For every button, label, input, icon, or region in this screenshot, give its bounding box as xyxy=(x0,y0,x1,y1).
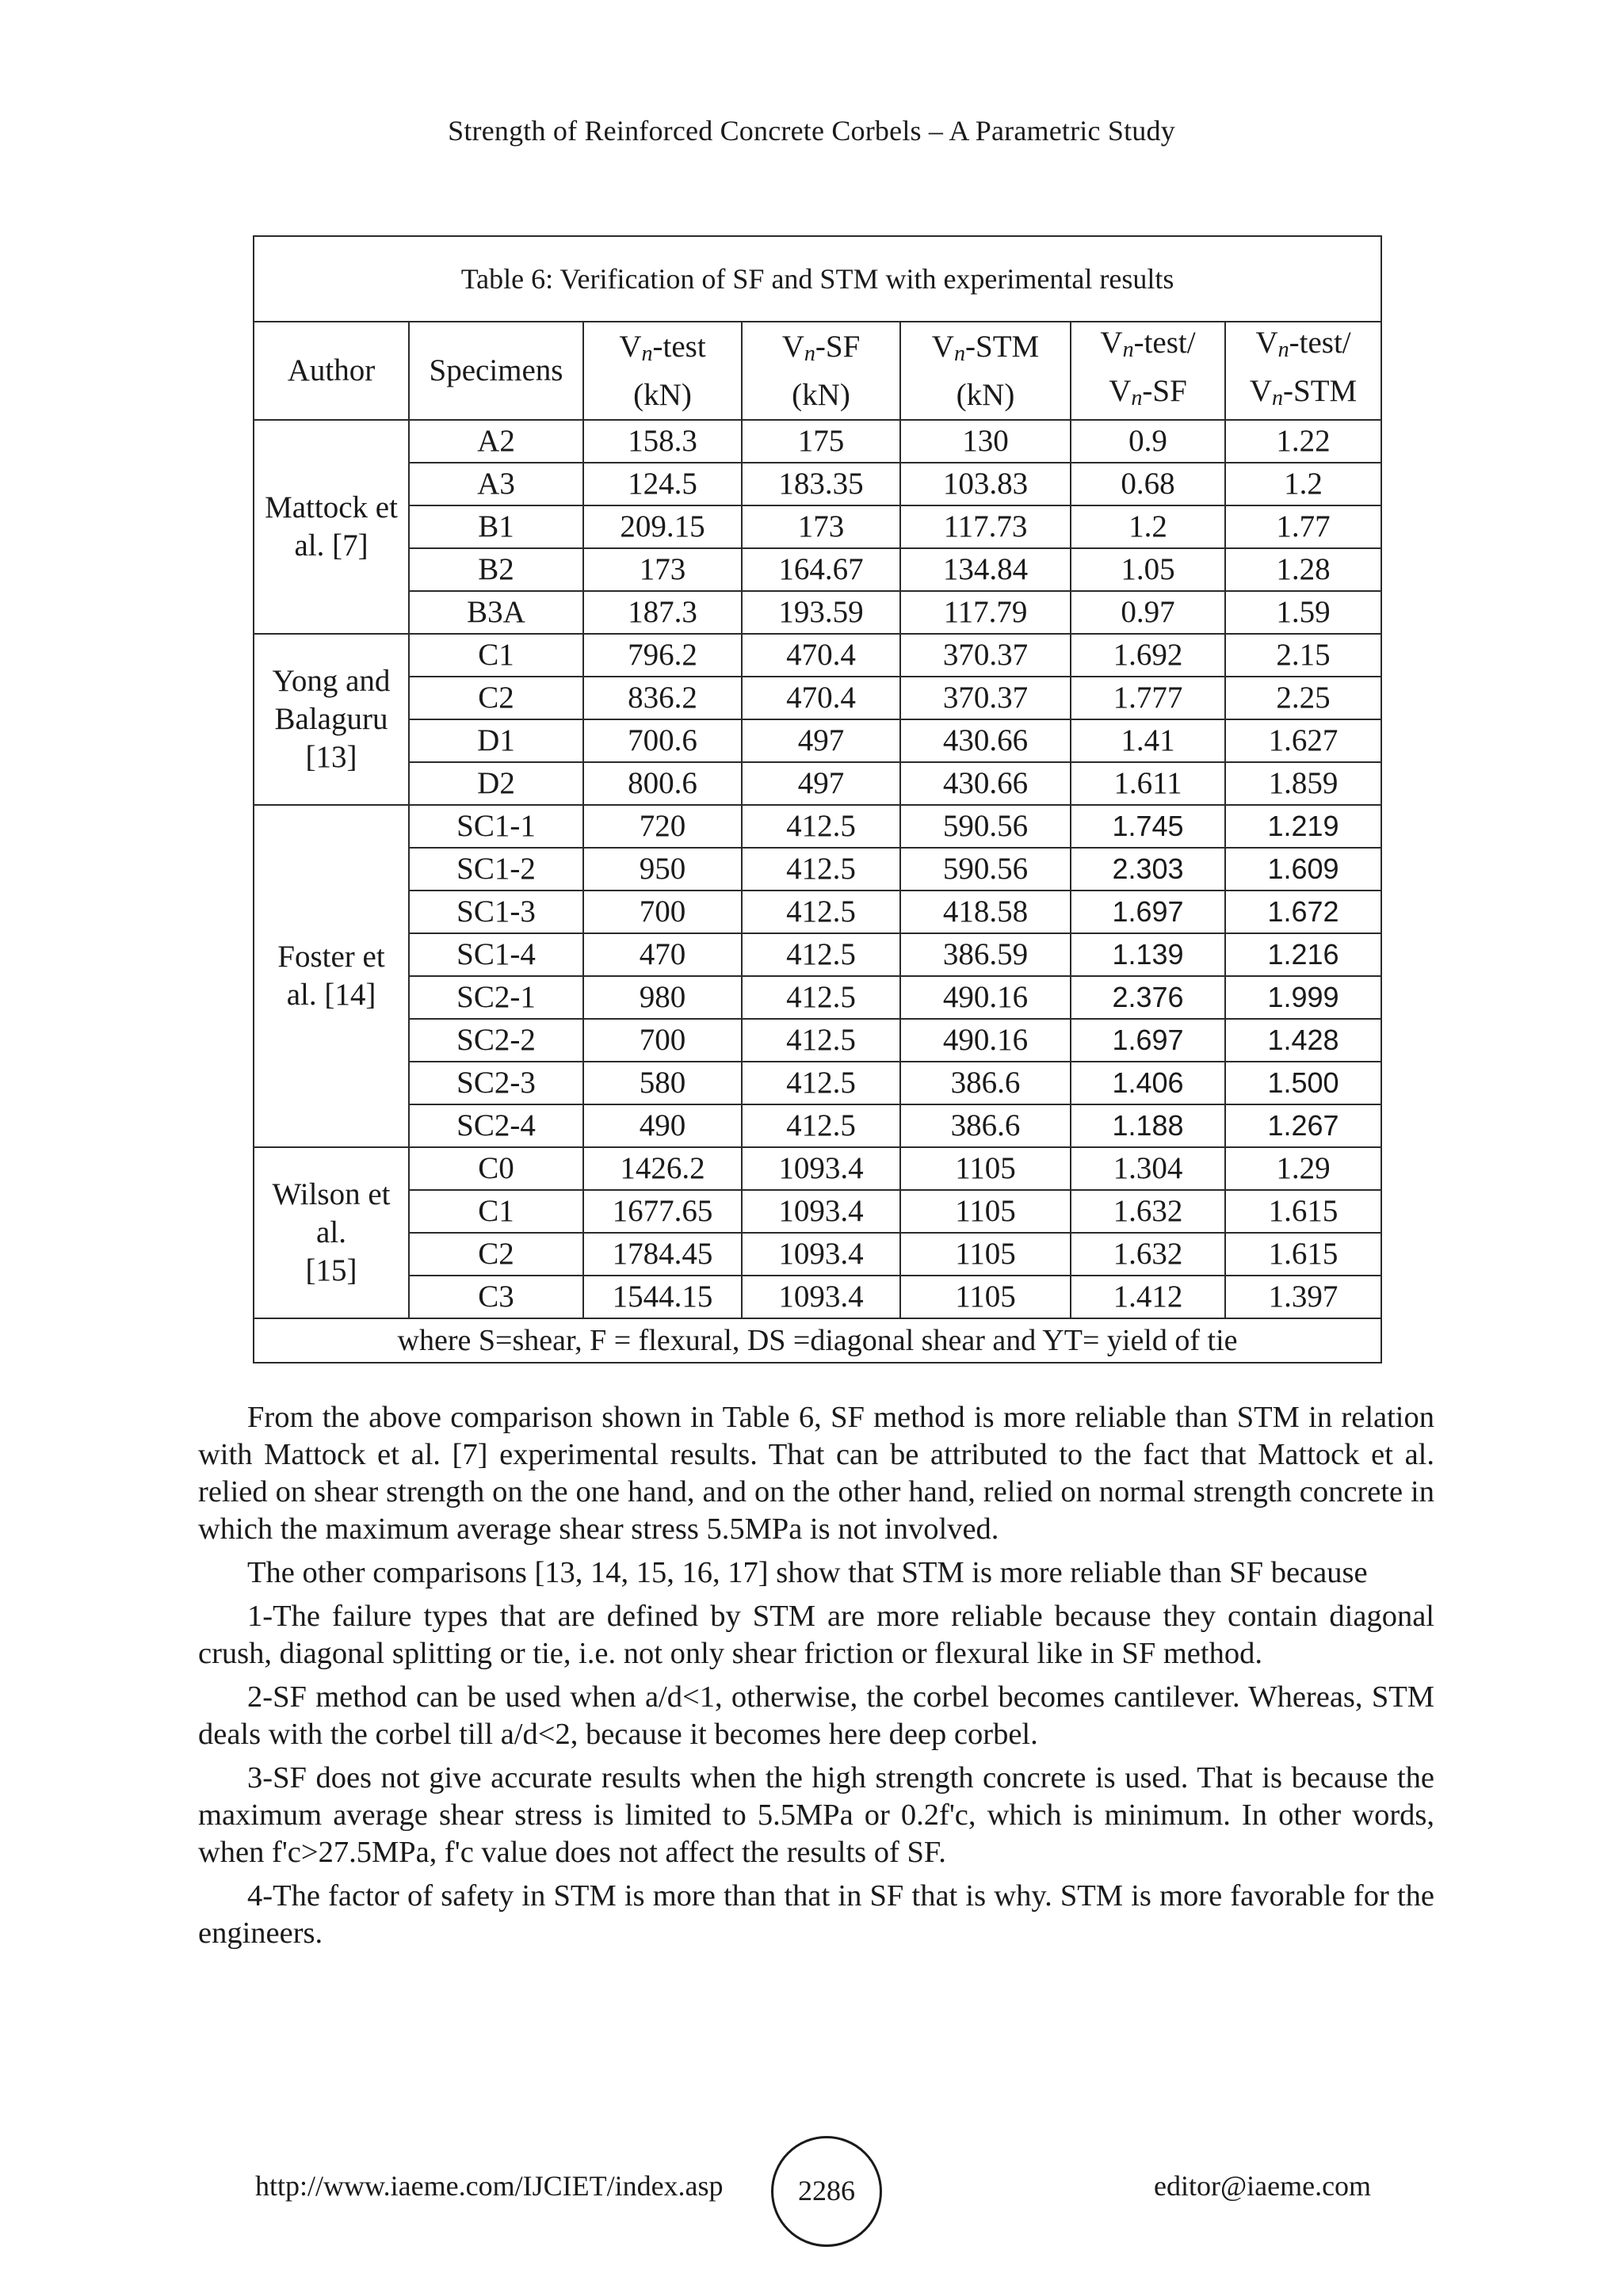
author-cell: Mattock et al. [7] xyxy=(254,420,409,634)
table-row xyxy=(254,1190,1381,1233)
table-row xyxy=(254,677,1381,719)
table-cell: 700 xyxy=(583,891,742,933)
table-row xyxy=(254,634,1381,677)
table-cell: 1105 xyxy=(900,1147,1071,1190)
table-cell: 193.59 xyxy=(742,591,900,634)
table-cell: 386.6 xyxy=(900,1062,1071,1104)
table-cell: SC1-4 xyxy=(409,933,583,976)
table-cell: 1.406 xyxy=(1071,1062,1225,1104)
table-cell: SC1-1 xyxy=(409,805,583,848)
table-cell: 1.500 xyxy=(1225,1062,1381,1104)
table-cell: 1.999 xyxy=(1225,976,1381,1019)
table-cell: 1105 xyxy=(900,1276,1071,1318)
table-cell: 836.2 xyxy=(583,677,742,719)
table-cell: SC2-3 xyxy=(409,1062,583,1104)
table-row xyxy=(254,1233,1381,1276)
table-cell: 1.139 xyxy=(1071,933,1225,976)
table-row xyxy=(254,891,1381,933)
table-cell: 490 xyxy=(583,1104,742,1147)
table-cell: 1.609 xyxy=(1225,848,1381,891)
table-cell: 700.6 xyxy=(583,719,742,762)
table-row xyxy=(254,1104,1381,1147)
author-cell: Yong and Balaguru [13] xyxy=(254,634,409,805)
table-row xyxy=(254,548,1381,591)
table-cell: 412.5 xyxy=(742,976,900,1019)
table-cell: D1 xyxy=(409,719,583,762)
table-cell: 1.216 xyxy=(1225,933,1381,976)
table-cell: 412.5 xyxy=(742,933,900,976)
table-cell: 1.611 xyxy=(1071,762,1225,805)
footer-url-link[interactable]: http://www.iaeme.com/IJCIET/index.asp xyxy=(255,2170,724,2202)
table-cell: D2 xyxy=(409,762,583,805)
table-cell: 187.3 xyxy=(583,591,742,634)
table-row xyxy=(254,719,1381,762)
table-cell: 430.66 xyxy=(900,719,1071,762)
table-cell: 412.5 xyxy=(742,1019,900,1062)
table-cell: 183.35 xyxy=(742,463,900,505)
table-cell: SC2-4 xyxy=(409,1104,583,1147)
table-cell: A2 xyxy=(409,420,583,463)
table-row xyxy=(254,1147,1381,1190)
table-cell: 497 xyxy=(742,762,900,805)
running-header: Strength of Reinforced Concrete Corbels – A Parametric Study xyxy=(448,115,1175,147)
author-cell: Foster et al. [14] xyxy=(254,805,409,1147)
table-row xyxy=(254,848,1381,891)
table-row xyxy=(254,1062,1381,1104)
table-cell: 1.692 xyxy=(1071,634,1225,677)
table-cell: 370.37 xyxy=(900,634,1071,677)
table-cell: 1677.65 xyxy=(583,1190,742,1233)
table-cell: 1.29 xyxy=(1225,1147,1381,1190)
table-cell: 950 xyxy=(583,848,742,891)
table-cell: B3A xyxy=(409,591,583,634)
table-cell: 117.73 xyxy=(900,505,1071,548)
table-cell: C2 xyxy=(409,1233,583,1276)
table-cell: 2.376 xyxy=(1071,976,1225,1019)
table-row xyxy=(254,805,1381,848)
table-cell: 173 xyxy=(742,505,900,548)
body-text xyxy=(198,1399,1434,1958)
table-cell: 590.56 xyxy=(900,848,1071,891)
table-cell: 103.83 xyxy=(900,463,1071,505)
table-cell: 1784.45 xyxy=(583,1233,742,1276)
table-cell: 796.2 xyxy=(583,634,742,677)
table-cell: 590.56 xyxy=(900,805,1071,848)
table-cell: 370.37 xyxy=(900,677,1071,719)
table-cell: 580 xyxy=(583,1062,742,1104)
table-cell: 130 xyxy=(900,420,1071,463)
table-cell: 1.777 xyxy=(1071,677,1225,719)
table-cell: 2.303 xyxy=(1071,848,1225,891)
table-cell: B1 xyxy=(409,505,583,548)
table-row xyxy=(254,976,1381,1019)
table-cell: 490.16 xyxy=(900,976,1071,1019)
table-cell: 412.5 xyxy=(742,848,900,891)
header-vn-sf: Vn-SF (kN) xyxy=(742,322,900,420)
table-cell: 1.2 xyxy=(1225,463,1381,505)
table-row xyxy=(254,463,1381,505)
table-cell: 1.412 xyxy=(1071,1276,1225,1318)
table-header-row xyxy=(254,322,1381,420)
footer-email-link[interactable]: editor@iaeme.com xyxy=(1154,2170,1372,2202)
header-ratio-test-stm: Vn-test/ Vn-STM xyxy=(1225,322,1381,420)
table-cell: 470 xyxy=(583,933,742,976)
table-cell: B2 xyxy=(409,548,583,591)
header-author: Author xyxy=(254,322,409,420)
table-cell: 1093.4 xyxy=(742,1147,900,1190)
table-cell: 2.15 xyxy=(1225,634,1381,677)
table-cell: 470.4 xyxy=(742,677,900,719)
table-cell: 1.05 xyxy=(1071,548,1225,591)
table-cell: 1.77 xyxy=(1225,505,1381,548)
header-vn-stm: Vn-STM (kN) xyxy=(900,322,1071,420)
table-row xyxy=(254,762,1381,805)
table-cell: 412.5 xyxy=(742,891,900,933)
page-number: 2286 xyxy=(771,2136,882,2247)
table-cell: C1 xyxy=(409,1190,583,1233)
paragraph: 2-SF method can be used when a/d<1, otherwise, the corbel becomes cantilever. Whereas, STM deals with the corbel till a/d<2, because it becomes here deep corbel. xyxy=(198,1680,1434,1751)
paragraph: 4-The factor of safety in STM is more than that in SF that is why. STM is more favorable for the engineers. xyxy=(198,1879,1434,1950)
table-caption: Table 6: Verification of SF and STM with experimental results xyxy=(254,236,1381,322)
table-cell: C2 xyxy=(409,677,583,719)
table-cell: 412.5 xyxy=(742,1062,900,1104)
table-cell: 1.632 xyxy=(1071,1190,1225,1233)
table-cell: 1.219 xyxy=(1225,805,1381,848)
table-cell: 175 xyxy=(742,420,900,463)
table-cell: 1.697 xyxy=(1071,1019,1225,1062)
table-cell: 418.58 xyxy=(900,891,1071,933)
table-cell: 386.59 xyxy=(900,933,1071,976)
paragraph: 1-The failure types that are defined by STM are more reliable because they contain diagonal crush, diagonal splitting or tie, i.e. not only shear friction or flexural like in SF method. xyxy=(198,1600,1434,1670)
header-specimens: Specimens xyxy=(409,322,583,420)
table-cell: 0.97 xyxy=(1071,591,1225,634)
table-cell: C1 xyxy=(409,634,583,677)
table-cell: 1093.4 xyxy=(742,1276,900,1318)
table-cell: 0.9 xyxy=(1071,420,1225,463)
page-footer xyxy=(0,2136,1623,2247)
table-cell: 497 xyxy=(742,719,900,762)
table-cell: C3 xyxy=(409,1276,583,1318)
table-cell: 117.79 xyxy=(900,591,1071,634)
table-cell: 1.59 xyxy=(1225,591,1381,634)
table-cell: 173 xyxy=(583,548,742,591)
paragraph: The other comparisons [13, 14, 15, 16, 17] show that STM is more reliable than SF because xyxy=(247,1556,1368,1589)
table-cell: SC2-1 xyxy=(409,976,583,1019)
table-cell: 1105 xyxy=(900,1190,1071,1233)
table-cell: 1.745 xyxy=(1071,805,1225,848)
table-cell: 980 xyxy=(583,976,742,1019)
table-cell: A3 xyxy=(409,463,583,505)
table-footnote: where S=shear, F = flexural, DS =diagonal shear and YT= yield of tie xyxy=(254,1318,1381,1363)
table-cell: 1544.15 xyxy=(583,1276,742,1318)
author-cell: Wilson et al. [15] xyxy=(254,1147,409,1318)
table-cell: 1.304 xyxy=(1071,1147,1225,1190)
table-cell: 700 xyxy=(583,1019,742,1062)
paragraph: 3-SF does not give accurate results when the high strength concrete is used. That is because the maximum average shear stress is limited to 5.5MPa or 0.2f'c, which is minimum. In other words, when f'c>27.5MPa, f'c value does not affect the results of SF. xyxy=(198,1761,1434,1869)
table-cell: 1.615 xyxy=(1225,1190,1381,1233)
table-cell: 720 xyxy=(583,805,742,848)
table-cell: 124.5 xyxy=(583,463,742,505)
table-cell: SC1-2 xyxy=(409,848,583,891)
table-cell: 1.2 xyxy=(1071,505,1225,548)
table-cell: 1105 xyxy=(900,1233,1071,1276)
table-cell: 158.3 xyxy=(583,420,742,463)
table-cell: C0 xyxy=(409,1147,583,1190)
table-cell: 1.672 xyxy=(1225,891,1381,933)
table-cell: 2.25 xyxy=(1225,677,1381,719)
table-row xyxy=(254,420,1381,463)
table-cell: SC2-2 xyxy=(409,1019,583,1062)
results-table xyxy=(253,235,1382,1363)
table-cell: 164.67 xyxy=(742,548,900,591)
paragraph: From the above comparison shown in Table 6, SF method is more reliable than STM in relation with Mattock et al. [7] experimental results. That can be attributed to the fact that Mattock et al. relied on shear strength on the one hand, and on the other hand, relied on normal strength concrete in which the maximum average shear stress 5.5MPa is not involved. xyxy=(198,1401,1434,1546)
table-row xyxy=(254,1019,1381,1062)
table-cell: 1.41 xyxy=(1071,719,1225,762)
table-cell: 1.428 xyxy=(1225,1019,1381,1062)
table-row xyxy=(254,933,1381,976)
header-vn-test: Vn-test (kN) xyxy=(583,322,742,420)
table-cell: 412.5 xyxy=(742,1104,900,1147)
table-cell: 800.6 xyxy=(583,762,742,805)
table-cell: 1.28 xyxy=(1225,548,1381,591)
table-cell: 1426.2 xyxy=(583,1147,742,1190)
table-row xyxy=(254,1276,1381,1318)
table-cell: 430.66 xyxy=(900,762,1071,805)
table-cell: 490.16 xyxy=(900,1019,1071,1062)
table-cell: 0.68 xyxy=(1071,463,1225,505)
table-row xyxy=(254,591,1381,634)
table-cell: 1093.4 xyxy=(742,1190,900,1233)
table-cell: 386.6 xyxy=(900,1104,1071,1147)
table-cell: 412.5 xyxy=(742,805,900,848)
table-cell: 1.627 xyxy=(1225,719,1381,762)
table-cell: 1.697 xyxy=(1071,891,1225,933)
table-cell: 1.615 xyxy=(1225,1233,1381,1276)
table-row xyxy=(254,505,1381,548)
table-cell: 1.632 xyxy=(1071,1233,1225,1276)
table-cell: 1.22 xyxy=(1225,420,1381,463)
table-cell: 1.397 xyxy=(1225,1276,1381,1318)
table-cell: 470.4 xyxy=(742,634,900,677)
table-cell: 209.15 xyxy=(583,505,742,548)
header-ratio-test-sf: Vn-test/ Vn-SF xyxy=(1071,322,1225,420)
table-cell: 134.84 xyxy=(900,548,1071,591)
table-cell: 1093.4 xyxy=(742,1233,900,1276)
table-cell: 1.859 xyxy=(1225,762,1381,805)
table-cell: 1.188 xyxy=(1071,1104,1225,1147)
table-cell: SC1-3 xyxy=(409,891,583,933)
table-cell: 1.267 xyxy=(1225,1104,1381,1147)
